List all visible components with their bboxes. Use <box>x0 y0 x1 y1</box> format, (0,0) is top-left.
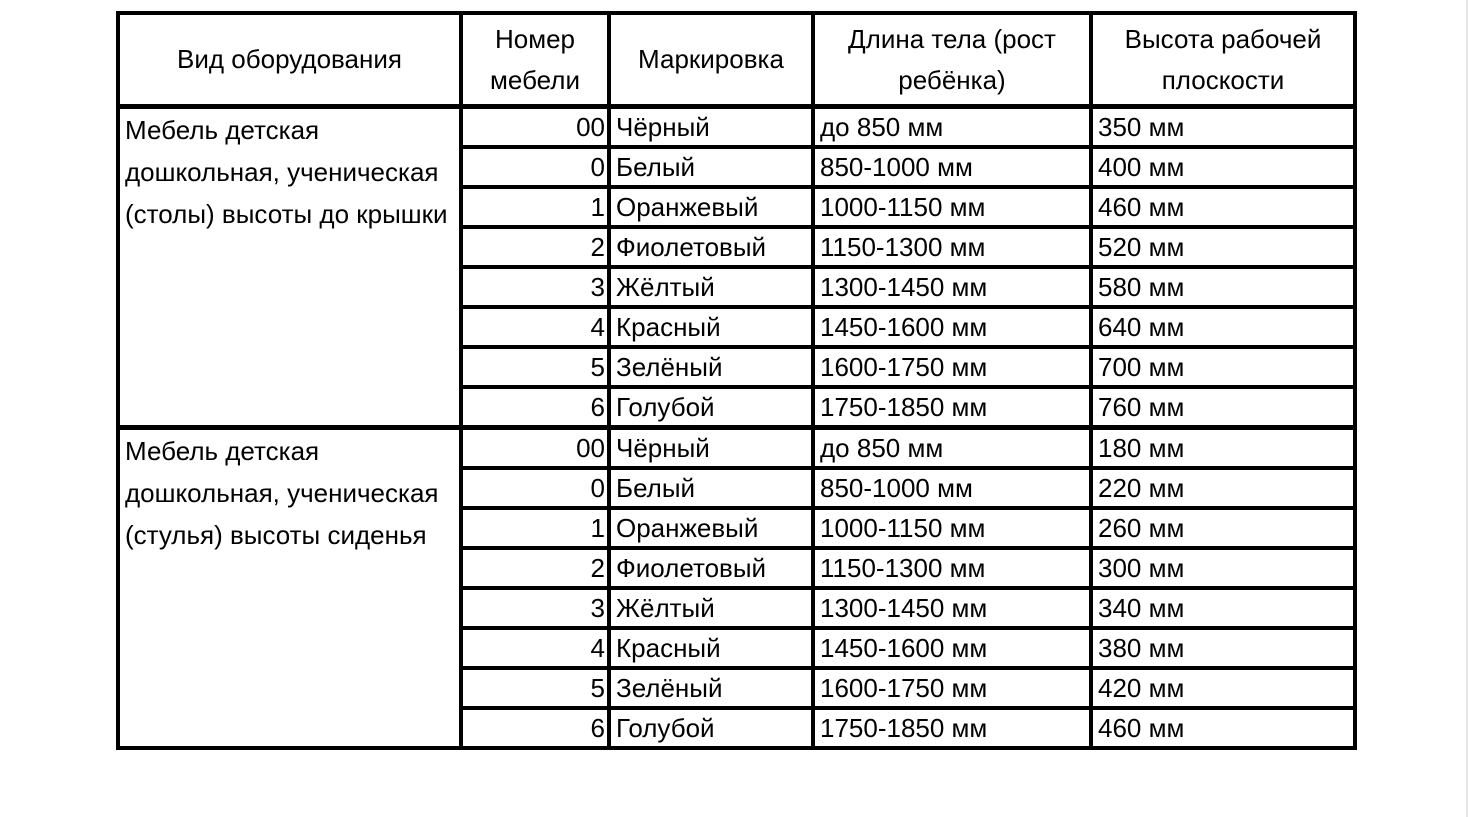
furniture-number-cell: 5 <box>461 347 609 387</box>
furniture-number-cell: 00 <box>461 428 609 469</box>
furniture-number-cell: 4 <box>461 307 609 347</box>
marking-color-cell: Зелёный <box>609 347 813 387</box>
body-length-cell: 1600-1750 мм <box>813 668 1091 708</box>
surface-height-cell: 260 мм <box>1091 508 1355 548</box>
furniture-number-cell: 2 <box>461 548 609 588</box>
surface-height-cell: 380 мм <box>1091 628 1355 668</box>
marking-color-cell: Фиолетовый <box>609 227 813 267</box>
body-length-cell: до 850 мм <box>813 428 1091 469</box>
table-row <box>118 428 1355 469</box>
header-surface-height: Высота рабочей плоскости <box>1091 13 1355 107</box>
body-length-cell: 1000-1150 мм <box>813 508 1091 548</box>
body-length-cell: 1450-1600 мм <box>813 307 1091 347</box>
furniture-number-cell: 6 <box>461 387 609 428</box>
furniture-size-table <box>116 11 1357 750</box>
furniture-number-cell: 6 <box>461 708 609 748</box>
body-length-cell: 1000-1150 мм <box>813 187 1091 227</box>
marking-color-cell: Оранжевый <box>609 508 813 548</box>
furniture-number-cell: 1 <box>461 508 609 548</box>
surface-height-cell: 460 мм <box>1091 708 1355 748</box>
body-length-cell: 850-1000 мм <box>813 468 1091 508</box>
table-header-row <box>118 13 1355 107</box>
marking-color-cell: Красный <box>609 628 813 668</box>
furniture-number-cell: 0 <box>461 147 609 187</box>
surface-height-cell: 300 мм <box>1091 548 1355 588</box>
marking-color-cell: Чёрный <box>609 428 813 469</box>
equipment-type-cell: Мебель детская дошкольная, ученическая (стулья) высоты сиденья <box>118 428 461 749</box>
body-length-cell: 1600-1750 мм <box>813 347 1091 387</box>
body-length-cell: 1750-1850 мм <box>813 708 1091 748</box>
marking-color-cell: Зелёный <box>609 668 813 708</box>
body-length-cell: 1300-1450 мм <box>813 267 1091 307</box>
header-marking: Маркировка <box>609 13 813 107</box>
furniture-number-cell: 3 <box>461 588 609 628</box>
header-equipment-type: Вид оборудования <box>118 13 461 107</box>
page-edge-divider <box>1466 0 1468 817</box>
surface-height-cell: 580 мм <box>1091 267 1355 307</box>
header-body-length: Длина тела (рост ребёнка) <box>813 13 1091 107</box>
body-length-cell: 1300-1450 мм <box>813 588 1091 628</box>
surface-height-cell: 350 мм <box>1091 107 1355 148</box>
surface-height-cell: 640 мм <box>1091 307 1355 347</box>
body-length-cell: 1150-1300 мм <box>813 227 1091 267</box>
marking-color-cell: Фиолетовый <box>609 548 813 588</box>
furniture-number-cell: 3 <box>461 267 609 307</box>
furniture-number-cell: 1 <box>461 187 609 227</box>
marking-color-cell: Белый <box>609 468 813 508</box>
furniture-number-cell: 4 <box>461 628 609 668</box>
marking-color-cell: Жёлтый <box>609 588 813 628</box>
surface-height-cell: 400 мм <box>1091 147 1355 187</box>
table-row <box>118 107 1355 148</box>
body-length-cell: до 850 мм <box>813 107 1091 148</box>
marking-color-cell: Жёлтый <box>609 267 813 307</box>
surface-height-cell: 340 мм <box>1091 588 1355 628</box>
furniture-number-cell: 00 <box>461 107 609 148</box>
marking-color-cell: Голубой <box>609 708 813 748</box>
furniture-number-cell: 0 <box>461 468 609 508</box>
furniture-number-cell: 2 <box>461 227 609 267</box>
surface-height-cell: 420 мм <box>1091 668 1355 708</box>
body-length-cell: 1750-1850 мм <box>813 387 1091 428</box>
marking-color-cell: Оранжевый <box>609 187 813 227</box>
marking-color-cell: Голубой <box>609 387 813 428</box>
surface-height-cell: 520 мм <box>1091 227 1355 267</box>
table-body <box>118 107 1355 749</box>
equipment-type-cell: Мебель детская дошкольная, ученическая (столы) высоты до крышки <box>118 107 461 428</box>
marking-color-cell: Белый <box>609 147 813 187</box>
marking-color-cell: Красный <box>609 307 813 347</box>
surface-height-cell: 220 мм <box>1091 468 1355 508</box>
surface-height-cell: 700 мм <box>1091 347 1355 387</box>
marking-color-cell: Чёрный <box>609 107 813 148</box>
header-furniture-number: Номер мебели <box>461 13 609 107</box>
body-length-cell: 1150-1300 мм <box>813 548 1091 588</box>
surface-height-cell: 460 мм <box>1091 187 1355 227</box>
furniture-number-cell: 5 <box>461 668 609 708</box>
surface-height-cell: 760 мм <box>1091 387 1355 428</box>
body-length-cell: 1450-1600 мм <box>813 628 1091 668</box>
body-length-cell: 850-1000 мм <box>813 147 1091 187</box>
surface-height-cell: 180 мм <box>1091 428 1355 469</box>
